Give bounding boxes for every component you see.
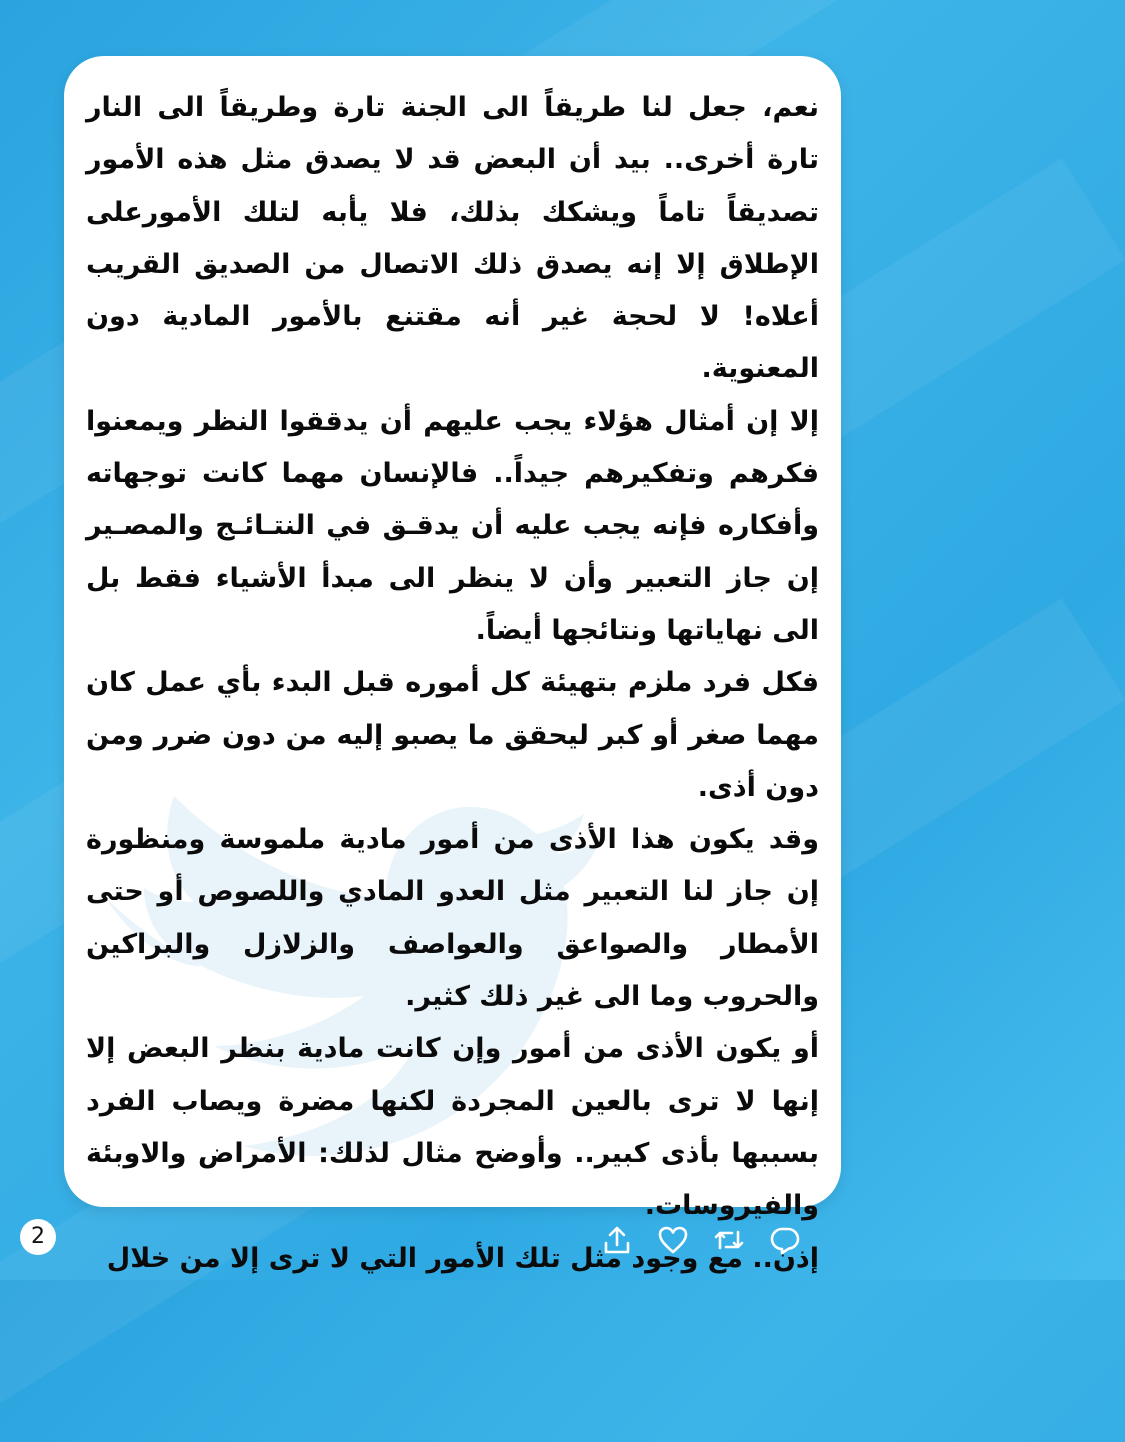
paragraph: أو يكون الأذى من أمور وإن كانت مادية بنظر البعض إلا إنها لا ترى بالعين المجردة لكنها مضرة ويصاب الفرد بسببها بأذى كبير.. وأوضح مثال لذلك: الأمراض والاوبئة والفيروسات. bbox=[86, 1033, 819, 1222]
paragraph: إلا إن أمثال هؤلاء يجب عليهم أن يدققوا النظر ويمعنوا فكرهم وتفكيرهم جيداً.. فالإنسان مهما كانت توجهاته وأفكاره فإنه يجب عليه أن يدقـق في النتـائـج والمصـير إن جاز التعبير وأن لا ينظر الى مبدأ الأشياء فقط بل الى نهاياتها ونتائجها أيضاً. bbox=[86, 405, 819, 646]
reply-button[interactable] bbox=[767, 1222, 803, 1258]
paragraph: وقد يكون هذا الأذى من أمور مادية ملموسة ومنظورة إن جاز لنا التعبير مثل العدو المادي واللصوص أو حتى الأمطار والصواعق والعواصف والزلازل والبراكين والحروب وما الى غير ذلك كثير. bbox=[86, 824, 819, 1013]
retweet-button[interactable] bbox=[711, 1222, 747, 1258]
paragraph: فكل فرد ملزم بتهيئة كل أموره قبل البدء بأي عمل كان مهما صغر أو كبر ليحقق ما يصبو إليه من دون ضرر ومن دون أذى. bbox=[86, 667, 819, 803]
reply-icon bbox=[768, 1223, 802, 1257]
paragraph: نعم، جعل لنا طريقاً الى الجنة تارة وطريقاً الى النار تارة أخرى.. بيد أن البعض قد لا يصدق مثل هذه الأمور تصديقاً تاماً ويشكك بذلك، فلا يأبه لتلك الأمورعلى الإطلاق إلا إنه يصدق ذلك الاتصال من الصديق القريب أعلاه! لا لحجة غير أنه مقتنع بالأمور المادية دون المعنوية. bbox=[86, 92, 819, 385]
like-button[interactable] bbox=[655, 1222, 691, 1258]
share-icon bbox=[600, 1223, 634, 1257]
retweet-icon bbox=[712, 1223, 746, 1257]
page-number: 2 bbox=[20, 1219, 56, 1255]
like-icon bbox=[656, 1223, 690, 1257]
action-bar bbox=[599, 1222, 803, 1258]
article-text bbox=[64, 56, 841, 1285]
content-card bbox=[64, 56, 841, 1274]
share-button[interactable] bbox=[599, 1222, 635, 1258]
paragraph: إذن.. مع وجود مثل تلك الأمور التي لا ترى إلا من خلال bbox=[106, 1242, 819, 1274]
